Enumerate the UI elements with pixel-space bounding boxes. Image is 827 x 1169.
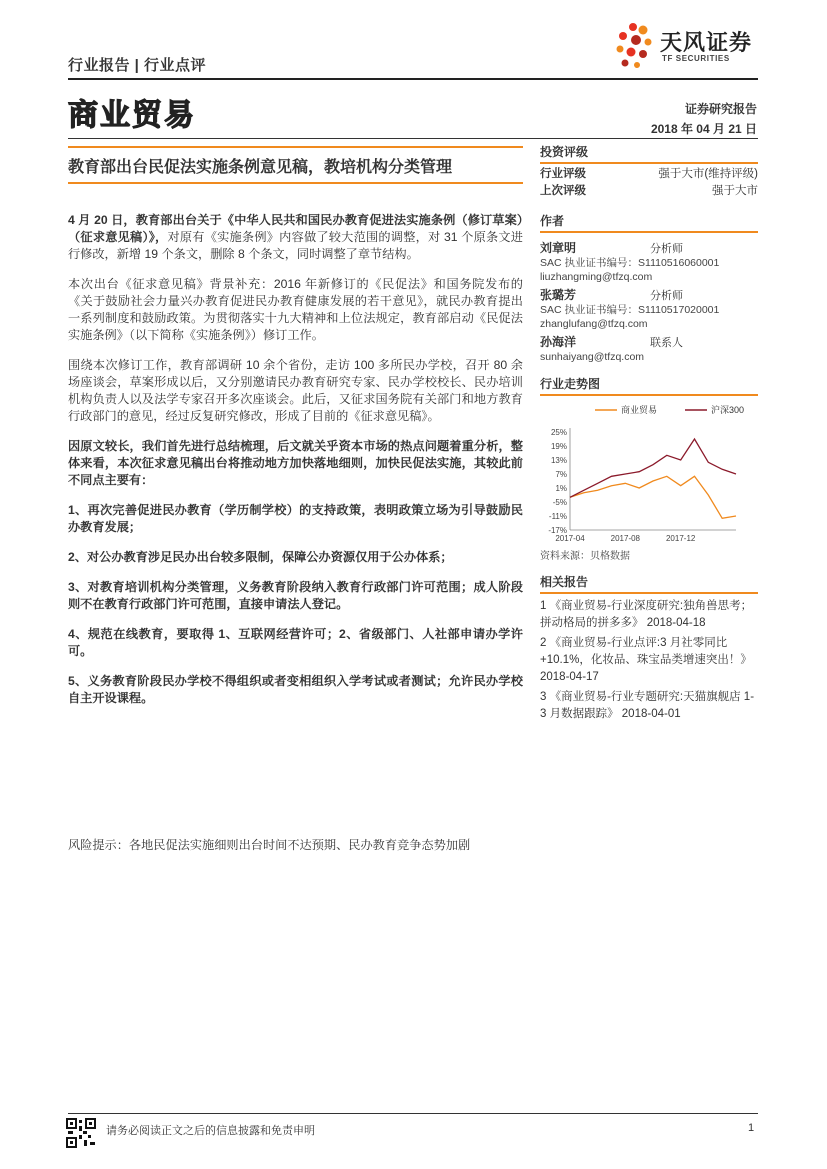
author-name: 刘章明: [540, 241, 577, 255]
title-rule: [68, 138, 758, 139]
author-2: [540, 286, 758, 331]
x-tick-label: 2017-04: [555, 534, 585, 543]
prev-rating-label: 上次评级: [540, 185, 586, 197]
point-5: 5、义务教育阶段民办学校不得组织或者变相组织入学考试或者测试；允许民办学校自主开设课程。: [68, 674, 523, 705]
y-tick-label: 13%: [550, 456, 567, 465]
related-report-2[interactable]: 2 《商业贸易-行业点评:3 月社零同比+10.1%，化妆品、珠宝品类增速突出！》 2018-04-17: [540, 637, 752, 683]
author-3: [540, 333, 758, 364]
related-report-3[interactable]: 3 《商业贸易-行业专题研究:天猫旗舰店 1-3 月数据跟踪》 2018-04-01: [540, 691, 755, 720]
paragraph-2: 本次出台《征求意见稿》背景补充：2016 年新修订的《民促法》和国务院发布的《关于鼓励社会力量兴办教育促进民办教育健康发展的若干意见》，就民办教育提出一系列制度和鼓励政策。为贯彻落实十九大精神和上位法规定，教育部启动《民促法实施条例》（以下简称《实施条例》）修订工作。: [68, 277, 523, 342]
authors-section: [540, 212, 758, 364]
y-tick-label: 1%: [555, 484, 567, 493]
authors-title: 作者: [540, 214, 565, 228]
report-type: 行业报告 | 行业点评: [68, 57, 207, 74]
rating-section: [540, 143, 758, 200]
series-line-2: [570, 439, 736, 497]
rating-title: 投资评级: [540, 145, 589, 159]
sector-title: 商业贸易: [68, 99, 196, 132]
y-tick-label: 25%: [550, 428, 567, 437]
x-tick-label: 2017-12: [665, 534, 696, 543]
chart-rule: [540, 394, 758, 396]
authors-rule: [540, 231, 758, 233]
paragraph-1-rest: 对原有《实施条例》内容做了较大范围的调整，对 31 个原条文进行修改，新增 19 个条文，删除 8 个条文，同时调整了章节结构。: [68, 230, 523, 261]
author-email[interactable]: liuzhangming@tfzq.com: [540, 271, 653, 283]
author-role: 分析师: [650, 243, 683, 255]
paragraph-4: 因原文较长，我们首先进行总结梳理，后文就关乎资本市场的热点问题着重分析，整体来看，本次征求意见稿出台将推动地方加快落地细则，加快民促法实施，其较此前不同点主要有：: [68, 439, 523, 487]
footer-rule: [68, 1113, 758, 1114]
paragraph-1-lead: 4 月 20 日，教育部出台关于《中华人民共和国民办教育促进法实施条例（修订草案）（征求意见稿）》，: [68, 213, 523, 244]
rating-label: 行业评级: [540, 168, 586, 180]
trend-chart-section: [540, 375, 758, 562]
y-tick-label: 7%: [555, 470, 567, 479]
report-label: 证券研究报告: [684, 102, 757, 116]
related-rule: [540, 592, 758, 594]
y-tick-label: 19%: [550, 442, 567, 451]
legend-label-2: 沪深300: [711, 405, 745, 415]
prev-rating-value: 强于大市: [712, 185, 758, 197]
logo-name: 天风证券: [660, 30, 753, 55]
related-reports-section: [540, 573, 758, 726]
author-name: 孙海洋: [540, 335, 577, 349]
author-role: 分析师: [650, 290, 683, 302]
author-email[interactable]: zhanglufang@tfzq.com: [540, 318, 648, 330]
logo-mark-icon: [612, 20, 658, 70]
risk-warning: 风险提示：各地民促法实施细则出台时间不达预期、民办教育竞争态势加剧: [68, 838, 471, 852]
point-1: 1、再次完善促进民办教育（学历制学校）的支持政策，表明政策立场为引导鼓励民办教育发展；: [68, 503, 523, 534]
company-logo: [612, 20, 762, 70]
y-tick-label: -11%: [548, 512, 567, 521]
point-2: 2、对公办教育涉足民办出台较多限制，保障公办资源仅用于公办体系；: [68, 550, 453, 564]
paragraph-1: [68, 212, 523, 263]
author-1: [540, 239, 758, 284]
point-4: 4、规范在线教育，要取得 1、互联网经营许可；2、省级部门、人社部申请办学许可。: [68, 627, 523, 658]
author-cert: SAC 执业证书编号：S1110517020001: [540, 304, 720, 316]
y-tick-label: -17%: [548, 526, 567, 535]
logo-subtitle: TF SECURITIES: [662, 54, 730, 63]
related-title: 相关报告: [540, 575, 589, 589]
author-email[interactable]: sunhaiyang@tfzq.com: [540, 351, 645, 363]
chart-title: 行业走势图: [540, 377, 601, 391]
paragraph-3: 围绕本次修订工作，教育部调研 10 余个省份，走访 100 多所民办学校，召开 80 余场座谈会，草案形成以后，又分别邀请民办教育研究专家、民办学校校长、民办培训机构负责人以及法学专家召开多次座谈会。此后，又征求国务院有关部门和地方教育行政部门的意见，经过反复研究修改，形成了目前的《征求意见稿》。: [68, 358, 523, 423]
trend-chart: [540, 400, 758, 545]
rating-rule: [540, 162, 758, 164]
x-tick-label: 2017-08: [610, 534, 641, 543]
disclaimer: 请务必阅读正文之后的信息披露和免责申明: [106, 1125, 315, 1137]
main-body: [68, 212, 523, 720]
prev-rating-row: [540, 183, 758, 200]
chart-source: 资料来源：贝格数据: [540, 551, 630, 562]
headline: 教育部出台民促法实施条例意见稿，教培机构分类管理: [68, 159, 453, 176]
rating-row: [540, 166, 758, 183]
header-rule: [68, 78, 758, 80]
page-number: 1: [748, 1122, 755, 1134]
y-tick-label: -5%: [552, 498, 567, 507]
headline-rule-top: [68, 146, 523, 148]
rating-value: 强于大市(维持评级): [658, 168, 758, 180]
author-name: 张璐芳: [540, 288, 577, 302]
point-3: 3、对教育培训机构分类管理，义务教育阶段纳入教育行政部门许可范围；成人阶段则不在教育行政部门许可范围，直接申请法人登记。: [68, 580, 523, 611]
author-cert: SAC 执业证书编号：S1110516060001: [540, 257, 720, 269]
series-line-1: [570, 476, 736, 518]
headline-rule-bottom: [68, 182, 523, 184]
qr-code-icon: [66, 1118, 96, 1148]
legend-label-1: 商业贸易: [621, 405, 658, 415]
report-date: 2018 年 04 月 21 日: [650, 122, 757, 136]
related-report-1[interactable]: 1 《商业贸易-行业深度研究:独角兽思考；拼动格局的拼多多》 2018-04-18: [540, 600, 753, 629]
author-role: 联系人: [650, 337, 683, 349]
